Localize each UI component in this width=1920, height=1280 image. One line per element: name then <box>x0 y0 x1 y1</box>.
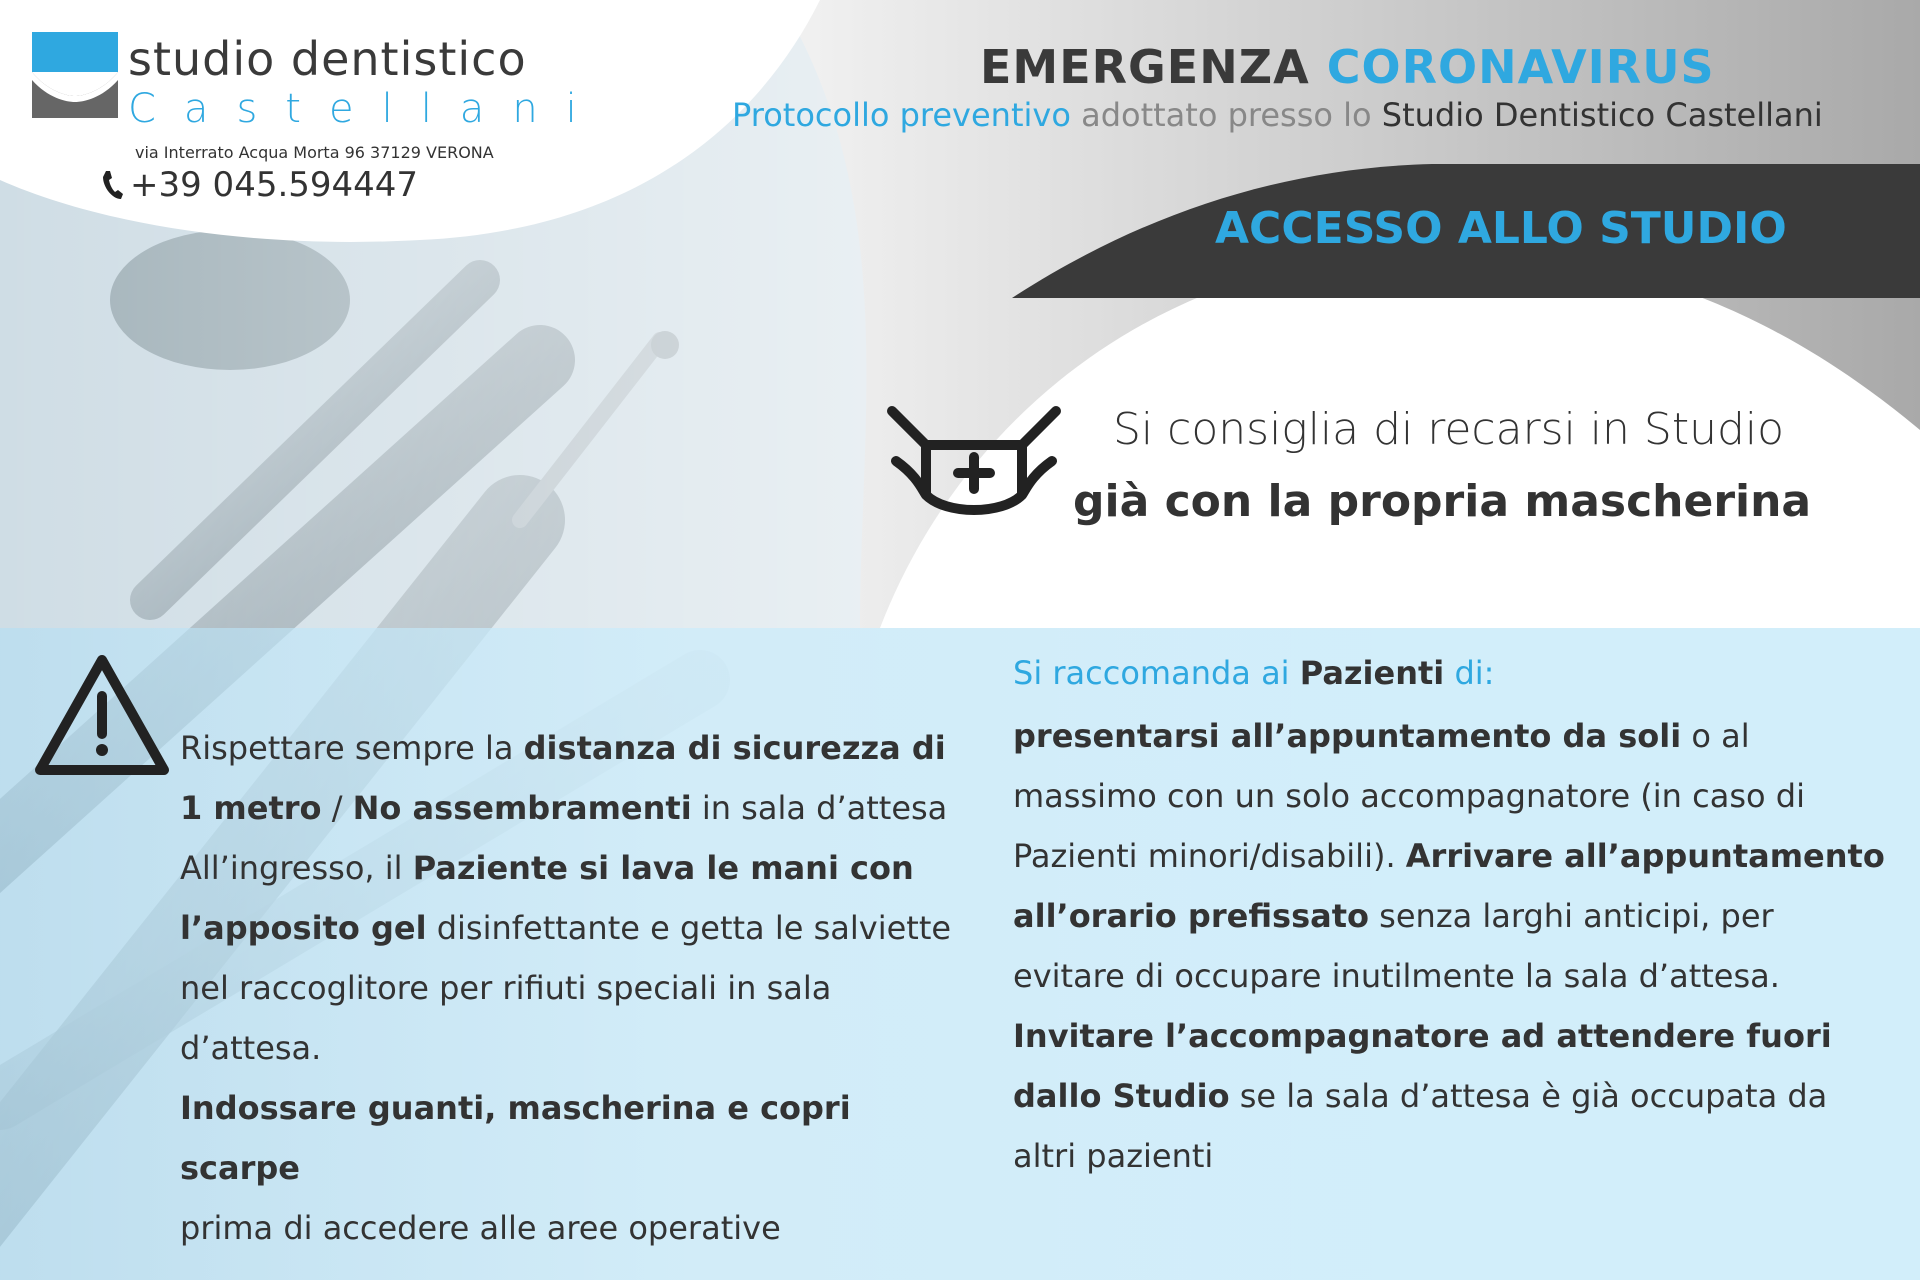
logo-surname: Castellani <box>128 86 605 132</box>
address: via Interrato Acqua Morta 96 37129 VERONA <box>135 143 494 162</box>
left-p2-c: disinfettante e getta le salviette nel raccoglitore per rifiuti speciali in sala d’attesa. <box>180 909 952 1067</box>
right-p1-b: o al massimo con un solo accompagnatore (in caso di Pazienti minori/disabili). <box>1013 717 1805 875</box>
left-p1-d: No assembramenti <box>352 789 692 827</box>
left-p1-a: Rispettare sempre la <box>180 729 524 767</box>
title-coronavirus-word: CORONAVIRUS <box>1326 40 1715 94</box>
phone-number[interactable] <box>100 165 418 205</box>
left-p2-b: Paziente si lava le mani con l’apposito gel <box>180 849 914 947</box>
right-p2-b: se la sala d’attesa è già occupata da altri pazienti <box>1013 1077 1828 1175</box>
mask-note-line1: Si consiglia di recarsi in Studio <box>1113 404 1785 455</box>
right-head-b: Pazienti <box>1299 654 1445 692</box>
right-column <box>1013 706 1893 1186</box>
logo-name: studio dentistico <box>128 32 527 86</box>
access-title: ACCESSO ALLO STUDIO <box>1215 203 1787 254</box>
phone-icon <box>100 169 124 201</box>
logo-mark-icon <box>32 32 118 118</box>
protocol-subtitle <box>732 96 1823 134</box>
mask-icon <box>886 405 1062 521</box>
right-head-a: Si raccomanda ai <box>1013 654 1300 692</box>
mask-note-line2: già con la propria mascherina <box>1073 476 1812 527</box>
left-p1-c: / <box>321 789 353 827</box>
right-p2-a: Invitare l’accompagnatore ad attendere fuori dallo Studio <box>1013 1017 1832 1115</box>
right-p1-c: Arrivare all’appuntamento all’orario prefissato <box>1013 837 1885 935</box>
left-p1-e: in sala d’attesa <box>691 789 948 827</box>
left-p2-a: All’ingresso, il <box>180 849 413 887</box>
right-p1-a: presentarsi all’appuntamento da soli <box>1013 717 1682 755</box>
left-p3-a: Indossare guanti, mascherina e copri scarpe <box>180 1089 851 1187</box>
title-emergency-word: EMERGENZA <box>980 40 1310 94</box>
warning-icon <box>34 652 170 778</box>
left-column <box>180 718 960 1258</box>
right-column-heading <box>1013 654 1494 692</box>
right-head-c: di: <box>1444 654 1495 692</box>
protocol-grey: adottato presso lo <box>1081 96 1372 134</box>
protocol-blue: Protocollo preventivo <box>732 96 1071 134</box>
title-emergency <box>980 40 1715 94</box>
left-p1-b: distanza di sicurezza di 1 metro <box>180 729 946 827</box>
protocol-dark: Studio Dentistico Castellani <box>1381 96 1823 134</box>
left-p3-b: prima di accedere alle aree operative <box>180 1209 781 1247</box>
phone-text: +39 045.594447 <box>130 165 419 205</box>
right-p1-d: senza larghi anticipi, per evitare di occupare inutilmente la sala d’attesa. <box>1013 897 1780 995</box>
